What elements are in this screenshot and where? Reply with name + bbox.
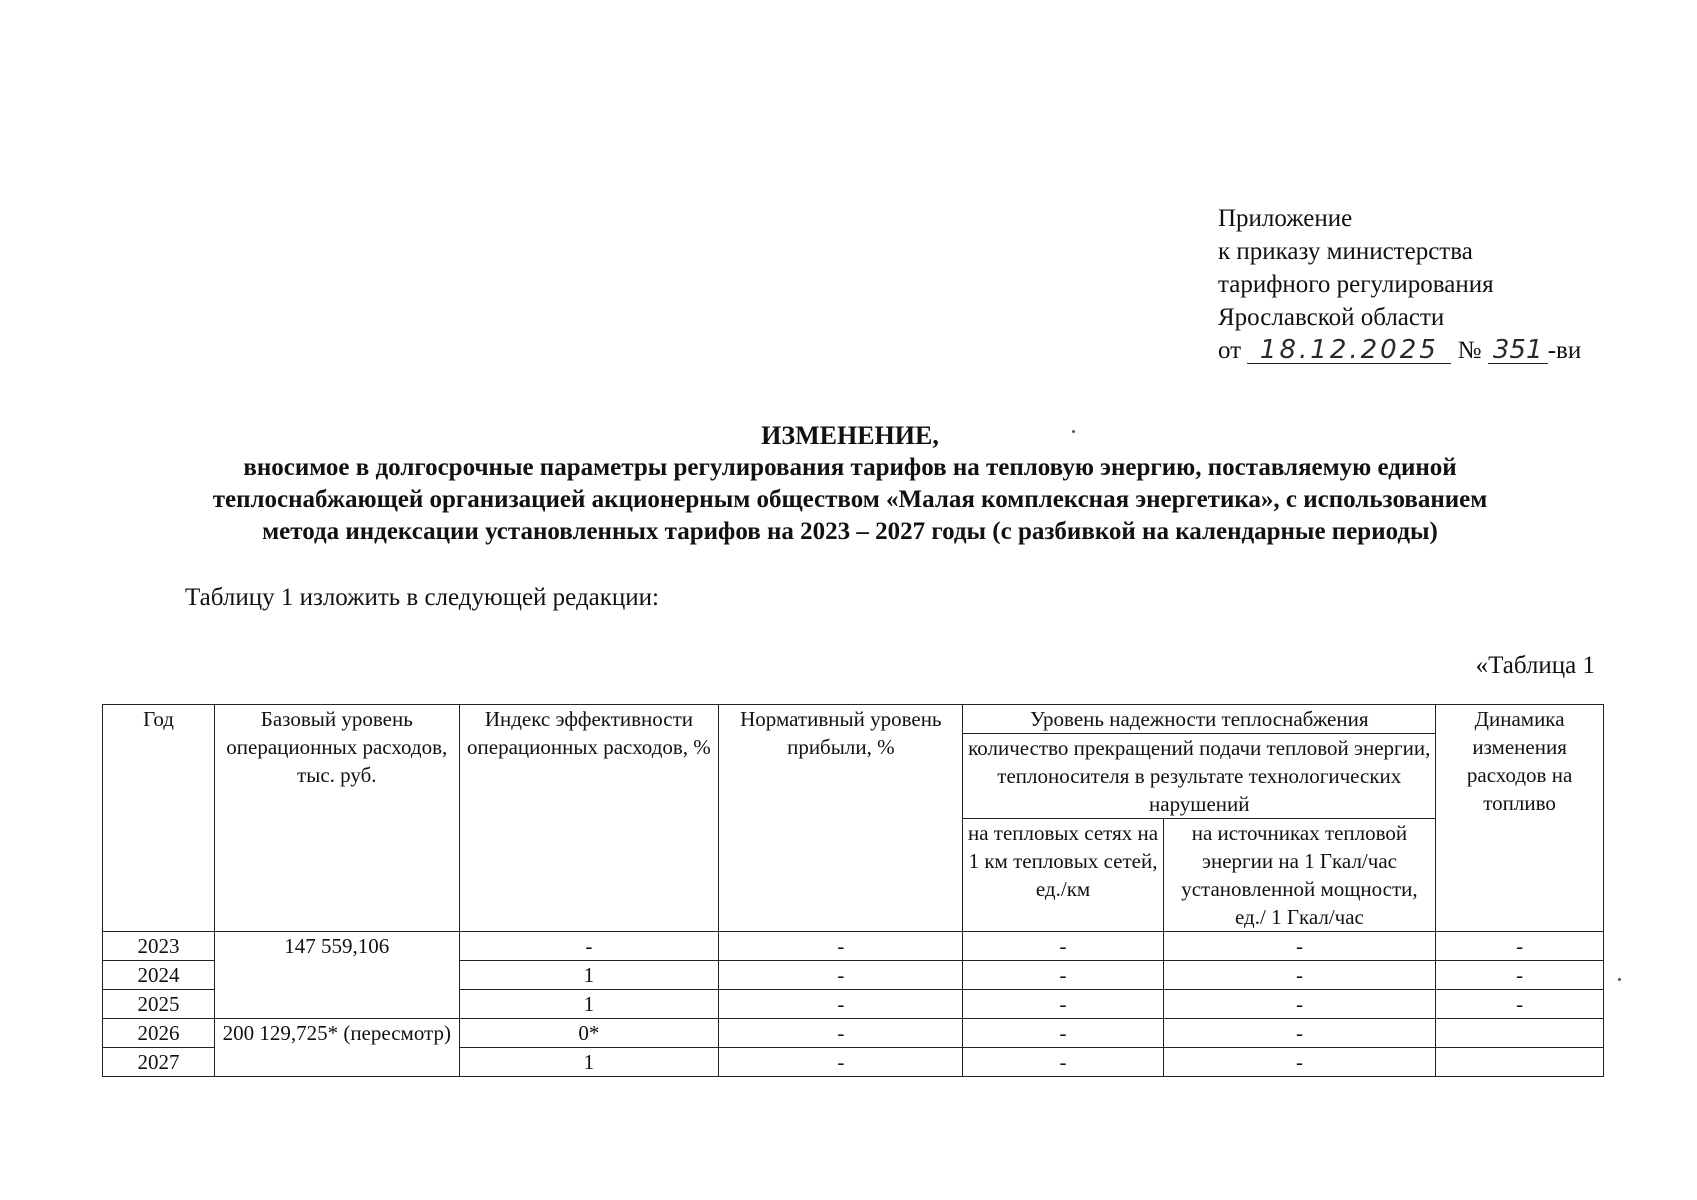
cell-year: 2027	[103, 1048, 215, 1077]
scan-speck	[1072, 430, 1075, 433]
cell-index: 0*	[459, 1019, 719, 1048]
header-base-level: Базовый уровень операционных расходов, тыс. руб.	[215, 705, 460, 932]
title-line-1: ИЗМЕНЕНИЕ,	[761, 421, 939, 450]
cell-profit: -	[719, 1019, 963, 1048]
cell-networks: -	[963, 932, 1163, 961]
title-line-2: вносимое в долгосрочные параметры регулирования тарифов на тепловую энергию, поставляемую единой	[243, 454, 1457, 481]
cell-sources: -	[1163, 1048, 1435, 1077]
cell-fuel	[1436, 1048, 1604, 1077]
document-title	[100, 420, 1600, 548]
title-line-3: теплоснабжающей организацией акционерным обществом «Малая комплексная энергетика», с использованием	[212, 486, 1488, 513]
number-prefix: №	[1457, 337, 1482, 364]
cell-year: 2023	[103, 932, 215, 961]
cell-fuel: -	[1436, 990, 1604, 1019]
cell-networks: -	[963, 1048, 1163, 1077]
cell-year: 2026	[103, 1019, 215, 1048]
date-prefix: от	[1218, 337, 1242, 364]
header-sources: на источниках тепловой энергии на 1 Гкал/час установленной мощности, ед./ 1 Гкал/час	[1163, 819, 1435, 932]
header-efficiency-index: Индекс эффективности операционных расходов, %	[459, 705, 719, 932]
title-line-4: метода индексации установленных тарифов на 2023 – 2027 годы (с разбивкой на календарные периоды)	[262, 518, 1438, 545]
cell-sources: -	[1163, 1019, 1435, 1048]
intro-text: Таблицу 1 изложить в следующей редакции:	[185, 584, 659, 611]
cell-sources: -	[1163, 990, 1435, 1019]
cell-fuel	[1436, 1019, 1604, 1048]
scan-speck	[1618, 978, 1621, 981]
table-row	[103, 932, 1604, 961]
cell-profit: -	[719, 990, 963, 1019]
cell-networks: -	[963, 961, 1163, 990]
header-reliability: Уровень надежности теплоснабжения	[963, 705, 1436, 734]
order-date: 18.12.2025	[1247, 337, 1451, 364]
cell-base: 147 559,106	[215, 932, 460, 1019]
number-suffix: -ви	[1547, 337, 1582, 364]
cell-profit: -	[719, 961, 963, 990]
cell-networks: -	[963, 990, 1163, 1019]
header-interruptions: количество прекращений подачи тепловой энергии, теплоносителя в результате технологических нарушений	[963, 734, 1436, 819]
cell-year: 2025	[103, 990, 215, 1019]
header-year: Год	[103, 705, 215, 932]
appendix-line-4: Ярославской области	[1218, 304, 1445, 331]
cell-index: 1	[459, 961, 719, 990]
appendix-block	[1218, 202, 1581, 367]
cell-profit: -	[719, 932, 963, 961]
order-number: 351	[1488, 337, 1548, 364]
table-row	[103, 1019, 1604, 1048]
cell-year: 2024	[103, 961, 215, 990]
header-networks: на тепловых сетях на 1 км тепловых сетей, ед./км	[963, 819, 1163, 932]
parameters-table	[102, 704, 1604, 1077]
appendix-date-line	[1218, 334, 1581, 367]
cell-fuel: -	[1436, 932, 1604, 961]
cell-base: 200 129,725* (пересмотр)	[215, 1019, 460, 1077]
cell-networks: -	[963, 1019, 1163, 1048]
header-fuel-dynamics: Динамика изменения расходов на топливо	[1436, 705, 1604, 932]
table-label: «Таблица 1	[1475, 652, 1595, 679]
appendix-line-1: Приложение	[1218, 205, 1353, 232]
appendix-line-3: тарифного регулирования	[1218, 271, 1494, 298]
appendix-line-2: к приказу министерства	[1218, 238, 1473, 265]
cell-index: -	[459, 932, 719, 961]
cell-sources: -	[1163, 961, 1435, 990]
cell-fuel: -	[1436, 961, 1604, 990]
cell-index: 1	[459, 1048, 719, 1077]
cell-profit: -	[719, 1048, 963, 1077]
cell-index: 1	[459, 990, 719, 1019]
cell-sources: -	[1163, 932, 1435, 961]
header-profit-level: Нормативный уровень прибыли, %	[719, 705, 963, 932]
